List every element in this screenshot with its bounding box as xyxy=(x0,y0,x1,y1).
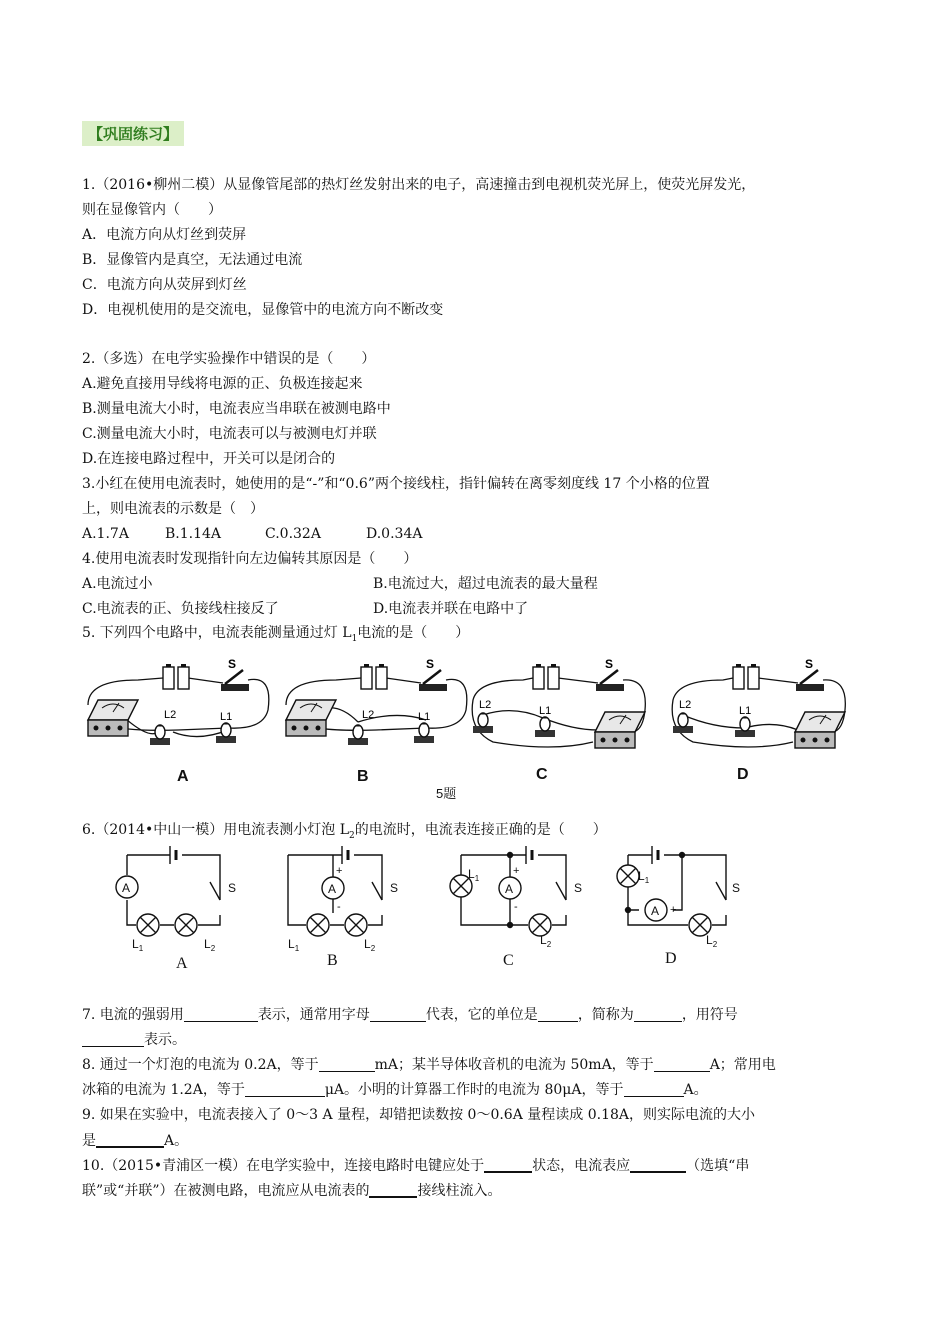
q8-blank-3[interactable] xyxy=(245,1080,325,1097)
q6-d-switch-label: S xyxy=(732,881,741,895)
q6-c-minus: - xyxy=(514,901,518,913)
q5-b-s-label: S xyxy=(426,657,435,671)
q6-label-b: B xyxy=(327,952,338,969)
q5-circuit-b xyxy=(286,657,467,745)
q5-d-l1-label: L1 xyxy=(739,705,752,717)
q4-option-d: D.电流表并联在电路中了 xyxy=(373,601,529,617)
q6-c-switch-label: S xyxy=(574,881,583,895)
q5-stem: 5. 下列四个电路中，电流表能测量通过灯 $L_1$电流的是（ ） xyxy=(82,625,470,644)
q5-d-s-label: S xyxy=(805,657,814,671)
q7-blank-3[interactable] xyxy=(538,1005,578,1022)
q7-blank-2[interactable] xyxy=(370,1005,426,1022)
q5-a-s-label: S xyxy=(228,657,237,671)
q9-blank-1[interactable] xyxy=(96,1130,164,1148)
q6-c-l1-label: $L_1$ xyxy=(468,867,480,883)
q7-blank-4[interactable] xyxy=(634,1005,682,1022)
q4-stem: 4.使用电流表时发现指针向左边偏转其原因是（ ） xyxy=(82,551,418,567)
q5-circuit-d xyxy=(672,657,845,748)
q1-stem-line2: 则在显像管内（ ） xyxy=(82,202,222,218)
q6-b-plus: + xyxy=(336,865,343,877)
q1-option-c: C．电流方向从荧屏到灯丝 xyxy=(82,277,247,293)
q5-b-l2-label: L2 xyxy=(362,709,375,721)
q3-option-d: D.0.34A xyxy=(366,526,423,542)
q3-option-a: A.1.7A xyxy=(82,526,129,542)
q7-line1: 7. 电流的强弱用 表示，通常用字母 代表，它的单位是 ，简称为 ，用符号 xyxy=(82,1007,738,1023)
q10-blank-3[interactable] xyxy=(369,1180,417,1198)
q5-circuit-a xyxy=(88,657,269,745)
q10-blank-1[interactable] xyxy=(484,1155,532,1173)
q2-option-d: D.在连接电路过程中，开关可以是闭合的 xyxy=(82,451,336,467)
q10-line2: 联”或“并联”）在被测电路，电流应从电流表的 接线柱流入。 xyxy=(82,1180,501,1201)
q5-label-d: D xyxy=(737,766,749,783)
q2-stem: 2.（多选）在电学实验操作中错误的是（ ） xyxy=(82,351,376,367)
q9-line2: 是 A。 xyxy=(82,1130,188,1151)
q6-c-meter-label: A xyxy=(505,882,514,896)
q3-option-b: B.1.14A xyxy=(165,526,222,542)
q6-label-c: C xyxy=(503,952,514,969)
q6-c-l2-label: $L_2$ xyxy=(540,933,552,949)
q1-stem-line1: 1.（2016•柳州二模）从显像管尾部的热灯丝发射出来的电子，高速撞击到电视机荧光屏上，使荧光屏发光， xyxy=(82,177,756,193)
q5-label-a: A xyxy=(177,768,189,785)
q5-caption: 5题 xyxy=(436,786,457,801)
q4-option-c: C.电流表的正、负接线柱接反了 xyxy=(82,601,279,617)
q4-options-row1 xyxy=(82,574,598,594)
q8-blank-2[interactable] xyxy=(654,1055,710,1072)
q6-d-plus: + xyxy=(670,904,677,916)
q6-d-l1-label: $L_1$ xyxy=(638,869,650,885)
q3-options xyxy=(82,524,422,544)
q5-a-l1-label: L1 xyxy=(220,711,233,723)
q5-c-l2-label: L2 xyxy=(479,699,492,711)
q6-label-a: A xyxy=(176,955,188,972)
q8-blank-4[interactable] xyxy=(624,1080,684,1097)
q8-line2: 冰箱的电流为 1.2A，等于 μA。小明的计算器工作时的电流为 80μA，等于 A。 xyxy=(82,1082,708,1098)
q4-option-b: B.电流过大，超过电流表的最大量程 xyxy=(373,576,598,592)
q5-a-l2-label: L2 xyxy=(164,709,177,721)
q6-d-l2-label: $L_2$ xyxy=(706,933,718,949)
q1-option-b: B．显像管内是真空，无法通过电流 xyxy=(82,252,303,268)
q8-blank-1[interactable] xyxy=(319,1055,375,1072)
q6-b-l1-label: $L_1$ xyxy=(288,937,300,953)
q3-stem-line1: 3.小红在使用电流表时，她使用的是“-”和“0.6”两个接线柱，指针偏转在离零刻度线 17 个小格的位置 xyxy=(82,476,710,492)
q8-line1: 8. 通过一个灯泡的电流为 0.2A，等于 mA；某半导体收音机的电流为 50mA，等于 A；常用电 xyxy=(82,1057,776,1073)
q5-b-l1-label: L1 xyxy=(418,711,431,723)
q6-circuit-d xyxy=(617,846,726,936)
q5-circuit-c xyxy=(472,657,645,748)
q6-circuit-a xyxy=(116,846,220,936)
q6-a-l2-label: $L_2$ xyxy=(204,937,216,953)
q5-label-c: C xyxy=(536,766,548,783)
q6-a-l1-label: $L_1$ xyxy=(132,937,144,953)
q6-d-meter-label: A xyxy=(651,904,660,918)
q4-option-a: A.电流过小 xyxy=(82,576,153,592)
q6-label-d: D xyxy=(665,950,677,967)
q4-options-row2 xyxy=(82,599,528,619)
section-heading: 【巩固练习】 xyxy=(82,121,184,146)
q6-a-meter-label: A xyxy=(122,881,131,895)
q6-a-switch-label: S xyxy=(228,881,237,895)
q3-stem-line2: 上，则电流表的示数是（ ） xyxy=(82,501,264,517)
q6-b-switch-label: S xyxy=(390,881,399,895)
q2-option-b: B.测量电流大小时，电流表应当串联在被测电路中 xyxy=(82,401,391,417)
q7-blank-5[interactable] xyxy=(82,1030,144,1047)
q10-blank-2[interactable] xyxy=(630,1155,686,1173)
q5-circuit-pictures xyxy=(78,650,868,775)
q9-line1: 9. 如果在实验中，电流表接入了 0～3 A 量程，却错把读数按 0～0.6A 量程读成 0.18A，则实际电流的大小 xyxy=(82,1107,755,1123)
q1-option-a: A．电流方向从灯丝到荧屏 xyxy=(82,227,247,243)
q6-d-minus: - xyxy=(630,904,634,916)
q5-c-s-label: S xyxy=(605,657,614,671)
q5-label-b: B xyxy=(357,768,369,785)
q5-d-l2-label: L2 xyxy=(679,699,692,711)
q5-c-l1-label: L1 xyxy=(539,705,552,717)
q6-c-plus: + xyxy=(513,865,520,877)
q3-option-c: C.0.32A xyxy=(265,526,321,542)
q2-option-c: C.测量电流大小时，电流表可以与被测电灯并联 xyxy=(82,426,377,442)
q1-option-d: D．电视机使用的是交流电，显像管中的电流方向不断改变 xyxy=(82,302,444,318)
q7-line2: 表示。 xyxy=(82,1030,186,1050)
q2-option-a: A.避免直接用导线将电源的正、负极连接起来 xyxy=(82,376,363,392)
q6-b-minus: - xyxy=(337,901,341,913)
q6-b-l2-label: $L_2$ xyxy=(364,937,376,953)
q6-b-meter-label: A xyxy=(328,882,337,896)
q10-line1: 10.（2015•青浦区一模）在电学实验中，连接电路时电键应处于 状态，电流表应 （选填“串 xyxy=(82,1155,749,1176)
q7-blank-1[interactable] xyxy=(184,1005,258,1022)
q6-stem: 6.（2014•中山一模）用电流表测小灯泡 $L_2$的电流时，电流表连接正确的是（ ） xyxy=(82,822,607,841)
